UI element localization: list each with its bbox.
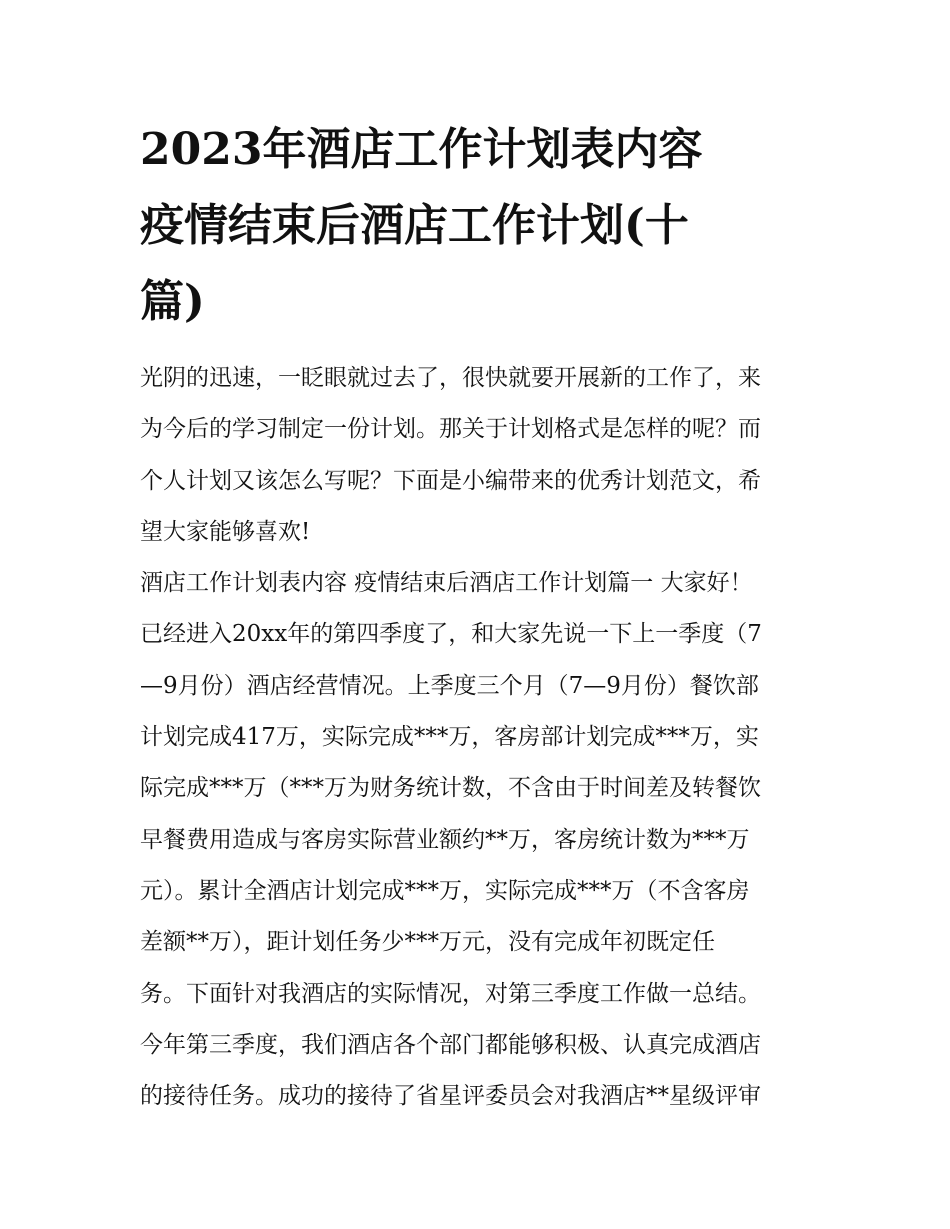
body-line-15: 的接待任务。成功的接待了省星评委员会对我酒店**星级评审 (140, 1083, 761, 1110)
body-line-4: 望大家能够喜欢! (140, 518, 311, 545)
body-line-6: 已经进入20xx年的第四季度了，和大家先说一下上一季度（7 (140, 621, 762, 648)
body-line-12: 差额**万），距计划任务少***万元，没有完成年初既定任 (140, 929, 715, 956)
body-line-10: 早餐费用造成与客房实际营业额约**万，客房统计数为***万 (140, 826, 750, 853)
document-title (140, 112, 820, 340)
body-line-13: 务。下面针对我酒店的实际情况，对第三季度工作做一总结。 (140, 980, 761, 1007)
body-line-9: 际完成***万（***万为财务统计数，不含由于时间差及转餐饮 (140, 775, 761, 802)
document-body (140, 353, 830, 1122)
body-line-11: 元）。累计全酒店计划完成***万，实际完成***万（不含客房 (140, 877, 750, 904)
body-line-5: 酒店工作计划表内容 疫情结束后酒店工作计划篇一 大家好！ (140, 570, 753, 597)
body-line-8: 计划完成417万，实际完成***万，客房部计划完成***万，实 (140, 724, 759, 751)
body-line-3: 个人计划又该怎么写呢？下面是小编带来的优秀计划范文，希 (140, 467, 761, 494)
title-line-1: 2023年酒店工作计划表内容 (140, 124, 703, 175)
title-line-3: 篇) (140, 276, 205, 327)
title-line-2: 疫情结束后酒店工作计划(十 (140, 200, 689, 251)
body-line-2: 为今后的学习制定一份计划。那关于计划格式是怎样的呢？而 (140, 416, 761, 443)
body-line-1: 光阴的迅速，一眨眼就过去了，很快就要开展新的工作了，来 (140, 365, 761, 391)
body-line-14: 今年第三季度，我们酒店各个部门都能够积极、认真完成酒店 (140, 1031, 761, 1058)
body-line-7: —9月份）酒店经营情况。上季度三个月（7—9月份）餐饮部 (140, 672, 759, 699)
